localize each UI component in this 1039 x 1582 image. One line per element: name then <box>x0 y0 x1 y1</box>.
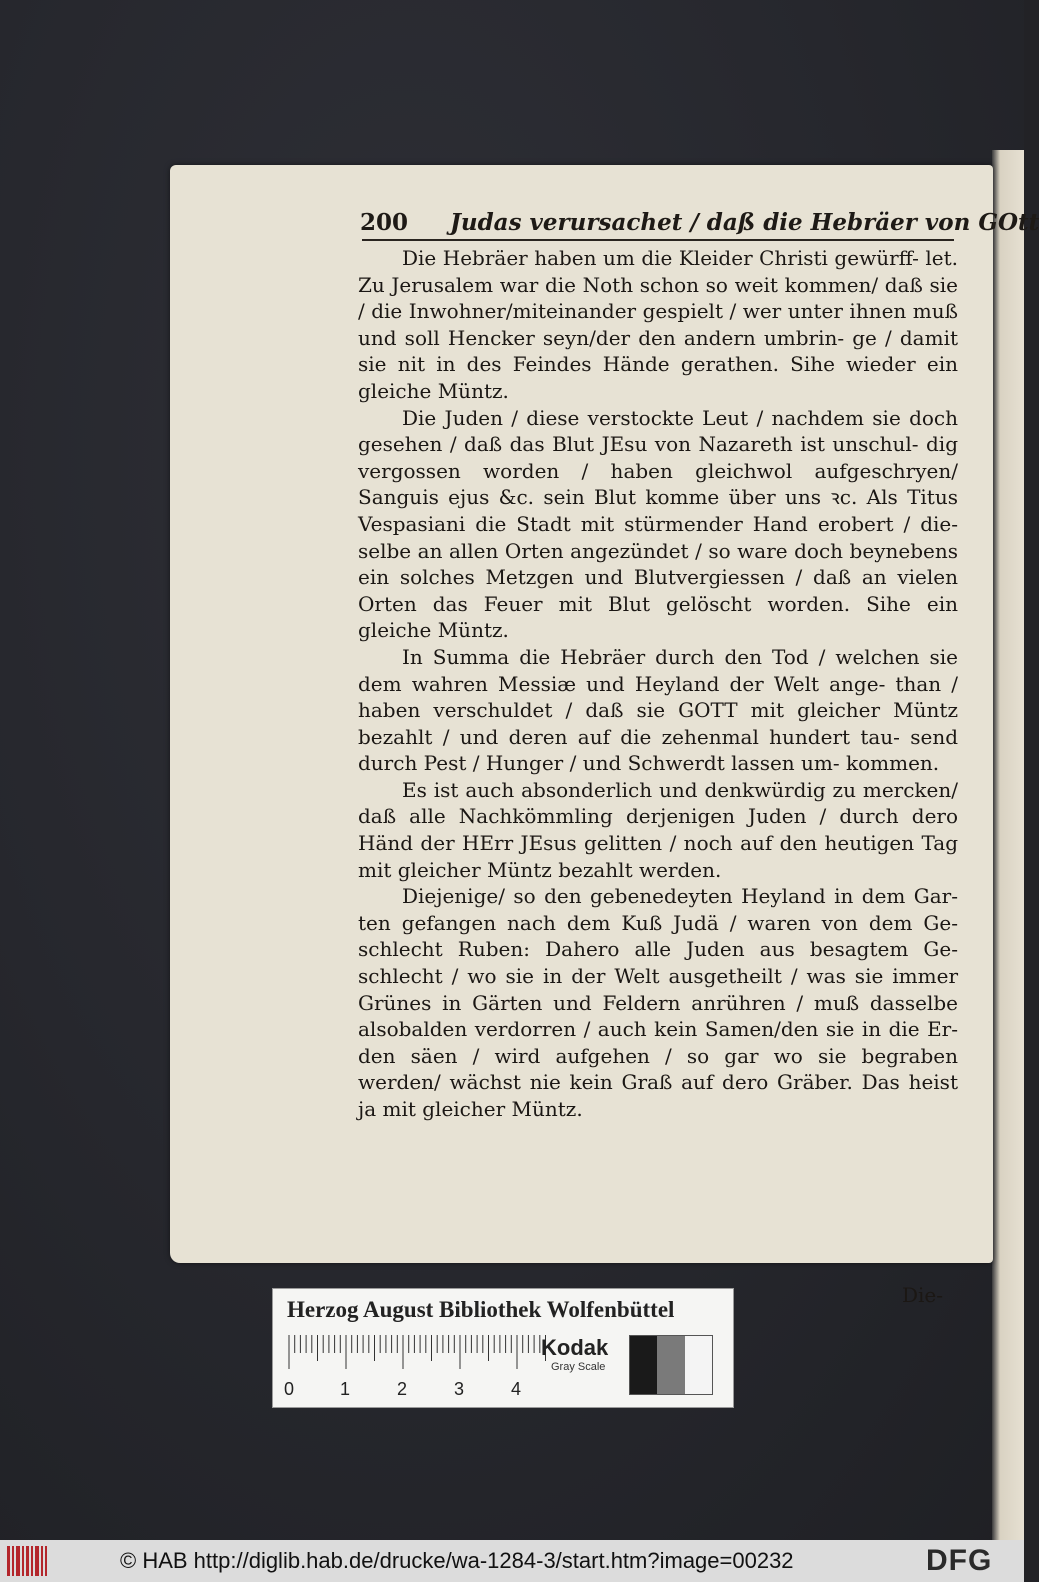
page-header <box>360 203 1039 239</box>
ruler-number: 0 <box>283 1379 295 1399</box>
page-text <box>358 245 958 1123</box>
color-scale-card <box>272 1288 734 1408</box>
footer-bar <box>0 1540 1024 1582</box>
adjacent-page-edge <box>992 150 1024 1540</box>
ruler-ticks <box>289 1335 546 1369</box>
paragraph-2: Die Juden / diese verstockte Leut / nachdem sie doch gesehen / daß das Blut JEsu von Nazareth ist unschul- dig vergossen worden / haben gleichwol aufgeschryen/ Sanguis ejus &c. sein Blut komme über uns ꝛc. Als Titus Vespasiani die Stadt mit stürmender Hand erobert / die- selbe an allen Orten angezündet / so ware doch beynebens ein solches Metzgen und Blutvergiessen / daß an vielen Orten das Feuer mit Blut gelöscht worden. Sihe ein gleiche Müntz. <box>358 405 958 643</box>
paragraph-1: Die Hebräer haben um die Kleider Christi gewürff- let. Zu Jerusalem war die Noth schon so weit kommen/ daß sie / die Inwohner/miteinander gespielt / wer unter ihnen muß und soll Hencker seyn/der den andern umbrin- ge / damit sie nit in des Feindes Hände gerathen. Sihe wieder ein gleiche Müntz. <box>358 246 958 403</box>
catchword: Die- <box>902 1283 944 1307</box>
gray-patch-mid <box>657 1336 684 1394</box>
footer-credit: © HAB http://diglib.hab.de/drucke/wa-1284-3/start.htm?image=00232 <box>120 1548 794 1573</box>
dfg-logo: DFG <box>926 1544 993 1577</box>
page-number: 200 <box>360 209 409 236</box>
ruler-number: 3 <box>453 1379 465 1399</box>
hab-barcode-logo-icon <box>6 1544 48 1578</box>
paragraph-4: Es ist auch absonderlich und denkwürdig zu mercken/ daß alle Nachkömmling derjenigen Juden / durch dero Händ der HErr JEsus gelitten / noch auf den heutigen Tag mit gleicher Müntz bezahlt werden. <box>358 777 958 882</box>
gray-patch-dark <box>630 1336 657 1394</box>
header-rule <box>362 239 954 241</box>
gray-patch-light <box>685 1336 712 1394</box>
library-name: Herzog August Bibliothek Wolfenbüttel <box>287 1297 675 1322</box>
book-page <box>170 165 1039 1307</box>
gray-scale-patches <box>629 1335 713 1395</box>
paragraph-5: Diejenige/ so den gebenedeyten Heyland in dem Gar- ten gefangen nach dem Kuß Judä / waren von dem Ge- schlecht Ruben: Dahero alle Juden aus besagtem Ge- schlecht / wo sie in der Welt ausgetheilt / was sie immer Grünes in Gärten und Feldern anrühren / muß dasselbe alsobalden verdorren / auch kein Samen/den sie in die Er- den säen / wird aufgehen / so gar wo sie begraben werden/ wächst nie kein Graß auf dero Gräber. Das heist ja mit gleicher Müntz. <box>358 884 958 1121</box>
ruler-number: 1 <box>339 1379 351 1399</box>
gray-scale-label: Gray Scale <box>551 1361 606 1373</box>
ruler-number: 2 <box>396 1379 408 1399</box>
ruler <box>283 1333 527 1403</box>
paragraph-3: In Summa die Hebräer durch den Tod / welchen sie dem wahren Messiæ und Heyland der Welt ange- than / haben verschuldet / daß sie GOTT mit gleicher Müntz bezahlt / und deren auf die zehenmal hundert tau- send durch Pest / Hunger / und Schwerdt lassen um- kommen. <box>358 644 958 776</box>
running-head: Judas verursachet / daß die Hebräer von GOtt <box>450 209 1039 236</box>
ruler-number: 4 <box>510 1379 522 1399</box>
kodak-brand: Kodak <box>541 1335 609 1360</box>
